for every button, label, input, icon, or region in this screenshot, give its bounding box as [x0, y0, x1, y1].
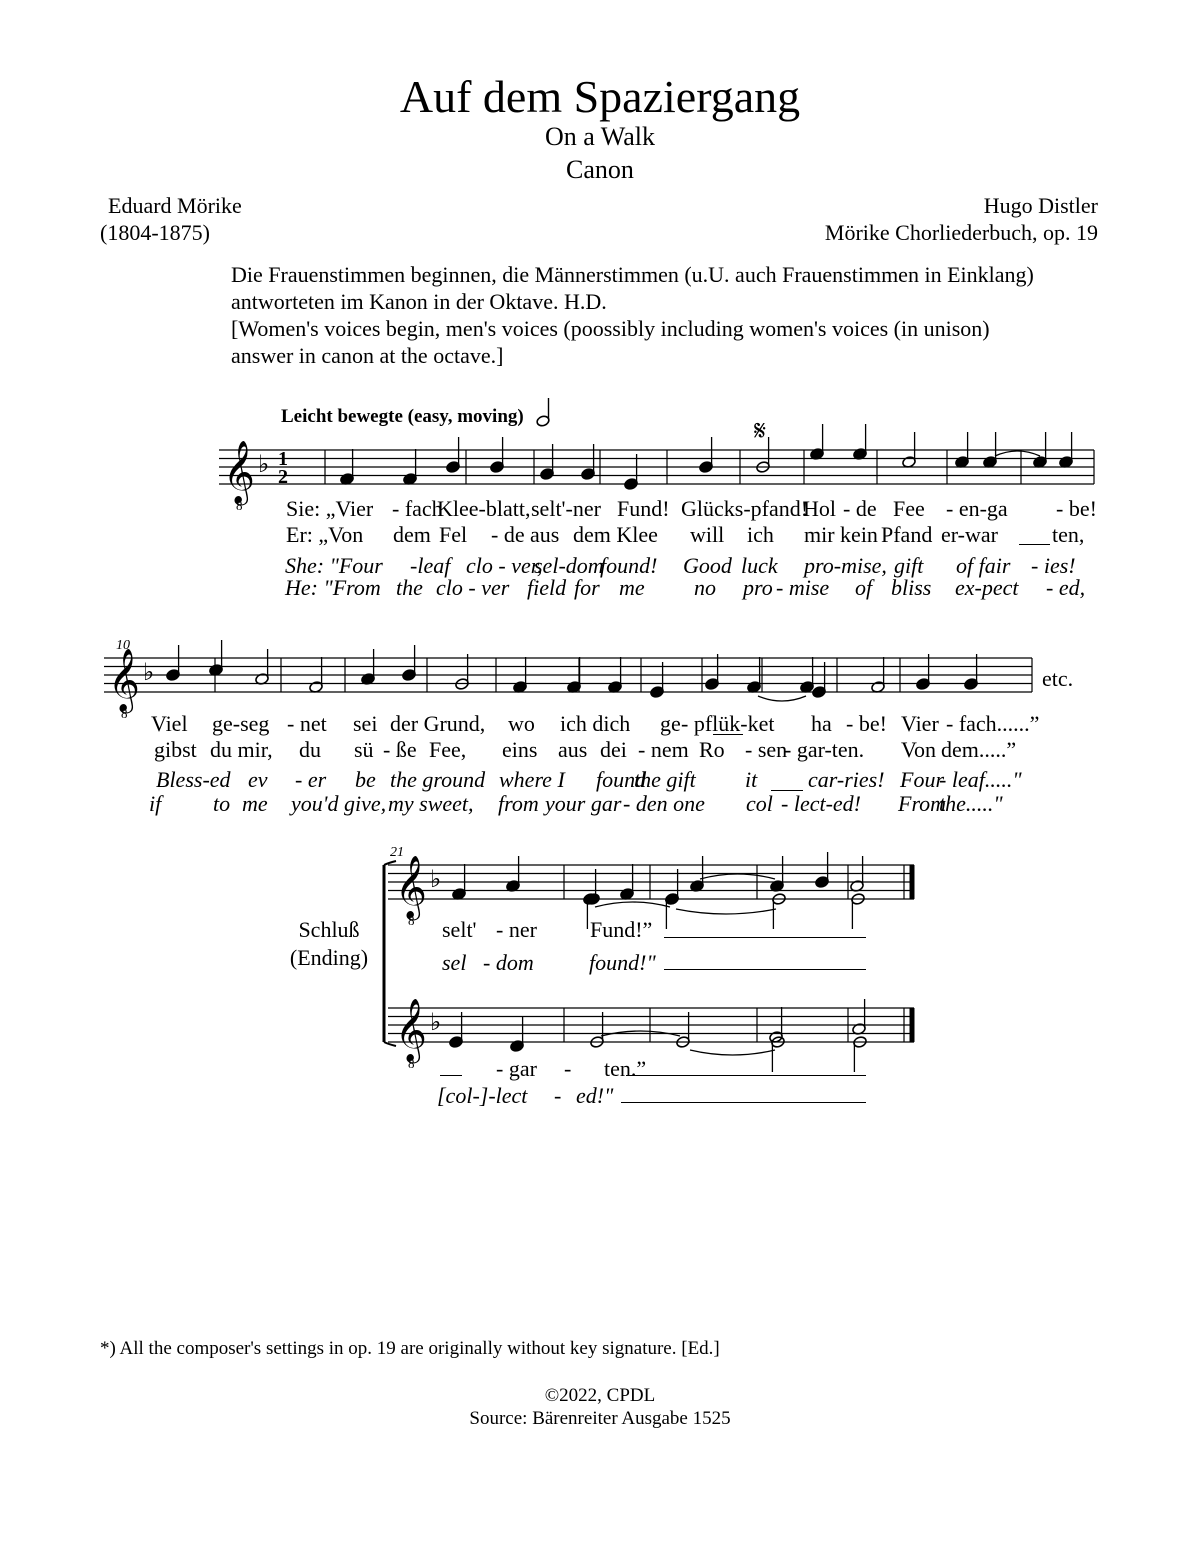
treble-clef-icon: 𝄞 [395, 857, 427, 917]
lyric-syllable: Fel [439, 522, 468, 547]
time-signature-top: 1 [278, 448, 288, 470]
lyric-syllable: you'd give, [291, 791, 387, 816]
lyric-extender [1019, 544, 1050, 545]
lyric-syllable: From [898, 791, 947, 816]
lyric-syllable: Klee-blatt, [437, 496, 531, 521]
lyric-syllable: selt' [442, 917, 477, 942]
lyric-syllable: du mir, [210, 737, 273, 762]
lyric-syllable: me [619, 575, 645, 600]
lyric-syllable: Er: „Von [286, 522, 364, 547]
segno-icon: 𝄋 [753, 416, 767, 447]
lyric-syllable: du [299, 737, 321, 762]
tie [690, 1050, 775, 1055]
source: Source: Bärenreiter Ausgabe 1525 [469, 1408, 731, 1429]
lyric-syllable: eins [502, 737, 538, 762]
lyric-syllable: Fee, [429, 737, 467, 762]
lyric-syllable: clo - ver, [466, 553, 543, 578]
lyric-syllable: dei [600, 737, 627, 762]
treble-clef-icon: 𝄞 [223, 442, 255, 502]
tempo-half-note-icon [536, 398, 550, 427]
lyric-syllable: Glücks-pfand! [681, 496, 809, 521]
lyric-syllable: - leaf....." [939, 767, 1022, 792]
lyric-syllable: ed!" [576, 1083, 614, 1108]
lyric-syllable: - den one [623, 791, 705, 816]
lyric-extender [440, 1075, 462, 1076]
octave-marker: 8 [121, 706, 128, 721]
lyric-syllable: - gar-ten. [784, 737, 865, 762]
lyric-syllable: the ground [390, 767, 486, 792]
lyric-syllable: ten, [1052, 522, 1085, 547]
lyric-syllable: ge [660, 711, 681, 736]
lyric-syllable: no [694, 575, 716, 600]
lyric-syllable: Vier [901, 711, 939, 736]
lyric-syllable: [col-]-lect [437, 1083, 528, 1108]
lyric-syllable: dem [393, 522, 431, 547]
etc-mark: etc. [1042, 666, 1074, 691]
lyric-syllable: - de [843, 496, 877, 521]
lyric-syllable: - ies! [1031, 553, 1076, 578]
flat-icon: ♭ [430, 867, 442, 893]
poet-name: Eduard Mörike [108, 193, 242, 218]
lyric-syllable: - lect-ed! [781, 791, 861, 816]
lyric-syllable: Ro [699, 737, 725, 762]
measure-number: 10 [116, 638, 130, 653]
lyric-syllable: col [746, 791, 773, 816]
ending-label: Schluß [298, 917, 360, 942]
lyric-syllable: of fair [956, 553, 1011, 578]
lyric-syllable: - be! [846, 711, 887, 736]
lyric-syllable: me [242, 791, 268, 816]
tie [676, 909, 776, 914]
lyric-syllable: - pflük-ket [681, 711, 775, 736]
lyric-syllable: Hol [803, 496, 836, 521]
treble-clef-icon: 𝄞 [108, 650, 140, 710]
copyright: ©2022, CPDL [544, 1385, 656, 1406]
lyric-syllable: - sen [745, 737, 788, 762]
lyric-syllable: ich dich [560, 711, 631, 736]
lyric-syllable: - er [295, 767, 327, 792]
lyric-syllable: Fund!” [590, 917, 653, 942]
collection-name: Mörike Chorliederbuch, op. 19 [824, 220, 1098, 245]
lyric-syllable: pro-mise, [804, 553, 887, 578]
lyric-syllable: Sie: „Vier [286, 496, 374, 521]
flat-icon: ♭ [258, 452, 270, 478]
footnote: *) All the composer's settings in op. 19 are originally without key signature. [Ed.] [100, 1338, 720, 1359]
lyric-syllable: - [554, 1083, 562, 1108]
lyric-syllable: gift [894, 553, 924, 578]
lyric-syllable: your gar [545, 791, 622, 816]
tie [758, 696, 806, 701]
lyric-syllable: to [213, 791, 231, 816]
measure-number: 21 [390, 845, 404, 860]
lyric-syllable: for [574, 575, 600, 600]
lyric-syllable: field [527, 575, 567, 600]
lyric-syllable: wo [508, 711, 535, 736]
lyric-syllable: bliss [891, 575, 932, 600]
tie [995, 451, 1040, 456]
lyric-extender [626, 1075, 866, 1076]
lyric-syllable: -leaf [410, 553, 451, 578]
tie [700, 874, 775, 879]
instruction-line: [Women's voices begin, men's voices (poossibly including women's voices (in unison) [231, 316, 990, 341]
lyric-syllable: - gar [496, 1056, 537, 1081]
lyric-syllable: sei [353, 711, 378, 736]
lyric-syllable: the....." [939, 791, 1003, 816]
lyric-syllable: dem.....” [941, 737, 1017, 762]
instruction-line: Die Frauenstimmen beginnen, die Männerstimmen (u.U. auch Frauenstimmen in Einklang) [231, 262, 1034, 287]
lyric-syllable: Viel [151, 711, 188, 736]
staff-system-2 [104, 640, 1032, 721]
lyric-syllable: Fee [893, 496, 925, 521]
lyric-syllable: Pfand [881, 522, 933, 547]
composer-name: Hugo Distler [983, 193, 1098, 218]
lyric-syllable: She: "Four [285, 553, 383, 578]
lyric-syllable: - en-ga [946, 496, 1008, 521]
lyric-syllable: aus [530, 522, 560, 547]
lyric-syllable: of [855, 575, 873, 600]
lyric-syllable: - ner [496, 917, 537, 942]
lyric-extender [621, 1102, 866, 1103]
lyric-syllable: dem Klee [573, 522, 658, 547]
lyric-syllable: - dom [483, 950, 534, 975]
lyric-syllable: pro [743, 575, 773, 600]
tie [595, 902, 670, 907]
lyric-syllable: found! [600, 553, 658, 578]
lyric-syllable: - de [491, 522, 525, 547]
piece-title: Auf dem Spaziergang [399, 71, 801, 122]
flat-icon: ♭ [430, 1010, 442, 1036]
lyric-syllable: found [596, 767, 647, 792]
octave-marker: 8 [408, 1056, 415, 1071]
lyric-syllable: ha [811, 711, 832, 736]
lyric-extender [664, 937, 866, 938]
lyric-syllable: - fach......” [946, 711, 1040, 736]
lyric-syllable: sü [354, 737, 374, 762]
lyric-extender [713, 734, 743, 735]
lyric-syllable: gibst [154, 737, 197, 762]
time-signature-bottom: 2 [278, 466, 288, 488]
lyric-syllable: from [498, 791, 539, 816]
lyric-syllable: clo - ver [436, 575, 510, 600]
lyric-syllable: the [396, 575, 423, 600]
lyric-syllable: sel-dom [534, 553, 604, 578]
lyric-syllable: where I [499, 767, 565, 792]
lyric-syllable: - mise [776, 575, 830, 600]
lyric-syllable: - ße [383, 737, 417, 762]
lyric-syllable: ex-pect [955, 575, 1019, 600]
tempo-marking: Leicht bewegte (easy, moving) [281, 406, 524, 427]
lyric-syllable: - be! [1056, 496, 1097, 521]
lyric-syllable: sel [442, 950, 467, 975]
lyric-syllable: selt'-ner [531, 496, 601, 521]
poet-dates: (1804-1875) [100, 220, 210, 245]
treble-clef-icon: 𝄞 [395, 1000, 427, 1060]
lyric-syllable: - ed, [1046, 575, 1086, 600]
lyric-syllable: aus [558, 737, 588, 762]
instruction-line: antworteten im Kanon in der Oktave. H.D. [231, 289, 607, 314]
lyric-syllable: Four [900, 767, 944, 792]
lyric-syllable: - [564, 1056, 572, 1081]
lyric-extender [664, 969, 866, 970]
octave-marker: 8 [236, 498, 243, 513]
lyric-syllable: mir kein [804, 522, 878, 547]
lyric-syllable: - net [287, 711, 327, 736]
lyric-syllable: ten.” [604, 1056, 647, 1081]
lyric-syllable: be [355, 767, 376, 792]
lyric-extender [771, 790, 803, 791]
lyric-syllable: if [149, 791, 162, 816]
lyric-syllable: ich [747, 522, 774, 547]
lyric-syllable: Von [901, 737, 937, 762]
piece-subtitle: On a Walk [544, 122, 656, 151]
lyric-syllable: ge-seg [212, 711, 270, 736]
lyric-syllable: the gift [634, 767, 696, 792]
lyric-syllable: luck [741, 553, 778, 578]
piece-form: Canon [566, 155, 634, 184]
ending-label-english: (Ending) [289, 945, 369, 970]
lyric-syllable: der Grund, [390, 711, 486, 736]
lyric-syllable: car-ries! [808, 767, 885, 792]
lyric-syllable: it [745, 767, 758, 792]
lyric-syllable: - nem [638, 737, 689, 762]
lyric-syllable: - fach [392, 496, 443, 521]
lyric-syllable: found!" [589, 950, 656, 975]
lyric-syllable: Good [683, 553, 732, 578]
octave-marker: 8 [408, 913, 415, 928]
lyric-syllable: ev [248, 767, 268, 792]
flat-icon: ♭ [143, 660, 155, 686]
lyric-syllable: will [690, 522, 725, 547]
lyric-syllable: my sweet, [388, 791, 474, 816]
lyric-syllable: He: "From [285, 575, 381, 600]
lyric-syllable: Bless-ed [156, 767, 231, 792]
lyric-syllable: er-war [941, 522, 998, 547]
instruction-line: answer in canon at the octave.] [231, 343, 504, 368]
lyric-syllable: Fund! [617, 496, 670, 521]
